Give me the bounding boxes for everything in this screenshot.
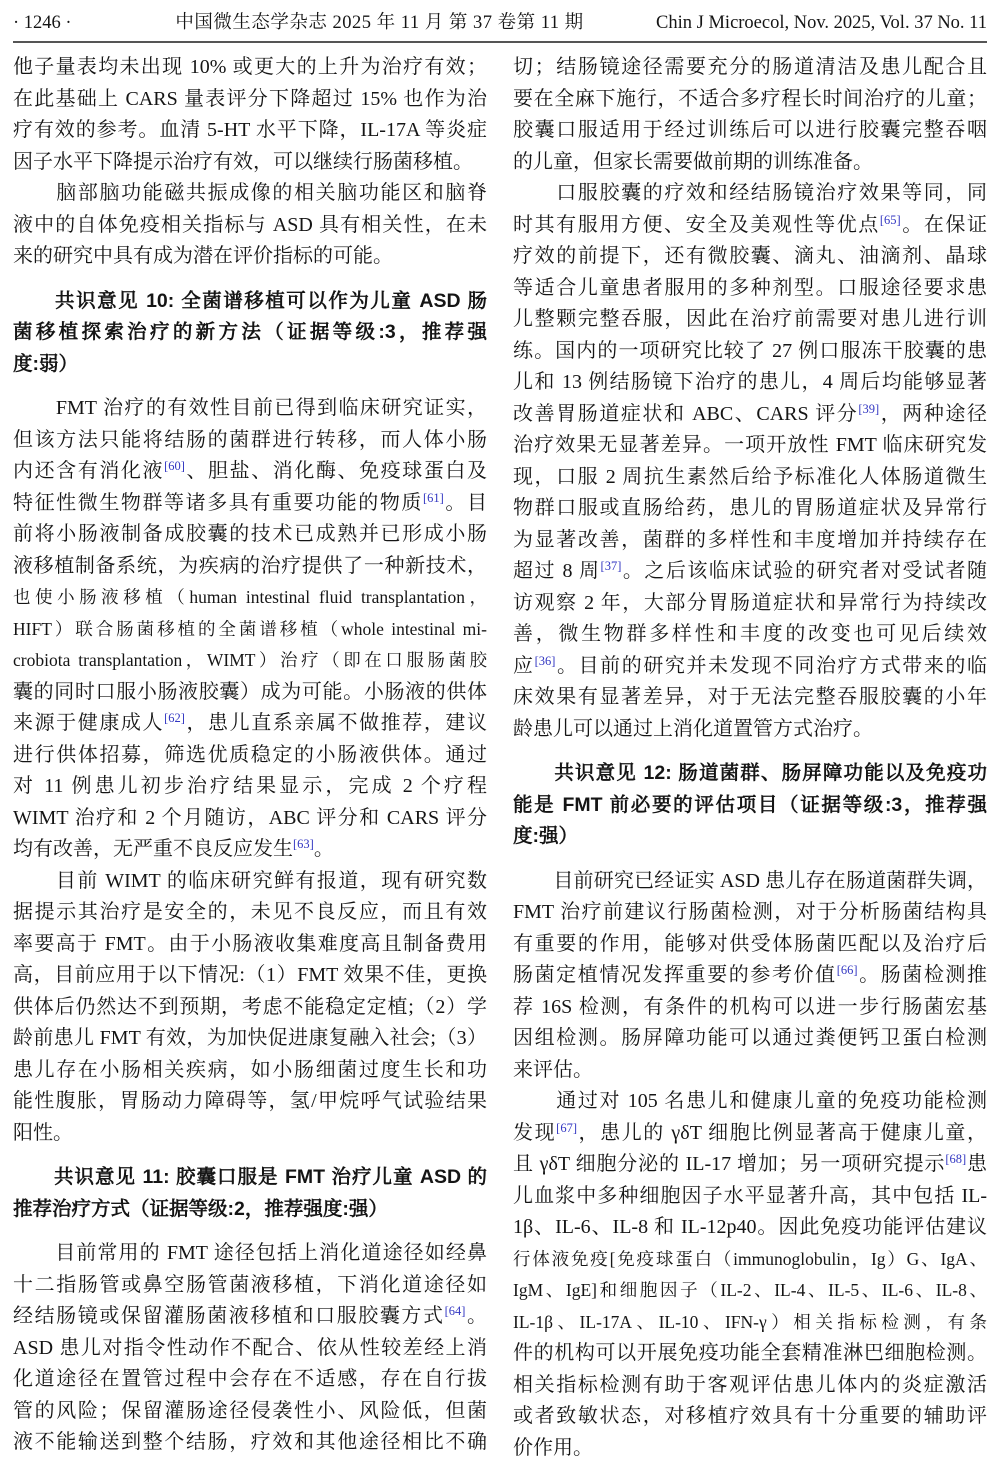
text-line: IgM、IgE]和细胞因子（IL-2、IL-4、IL-5、IL-6、IL-8、 [513,1280,987,1300]
text-line: 共识意见 12: 肠道菌群、肠屏障功能以及免疫功 [513,762,987,784]
journal-title-en: Chin J Microecol, Nov. 2025, Vol. 37 No. 11 [656,13,987,33]
text-line: 发现[67]，患儿的 γδT 细胞比例显著高于健康儿童， [513,1120,987,1144]
text-line: 1β、IL-6、IL-8 和 IL-12p40。因此免疫功能评估建议 [513,1216,987,1238]
page-header [13,8,987,38]
text-line: 肠菌定植情况发挥重要的参考价值[66]。肠菌检测推 [513,963,987,986]
text-line: 率要高于 FMT。由于小肠液收集难度高且制备费用 [13,932,487,955]
text-line: 要在全麻下施行，不适合多疗程长时间治疗的儿童； [513,87,987,110]
text-line: 他子量表均未出现 10% 或更大的上升为治疗有效； [13,56,487,78]
text-line: 时其有服用方便、安全及美观性等优点[65]。在保证 [513,212,987,236]
text-line: 菌移植探索治疗的新方法（证据等级:3，推荐强 [13,321,487,343]
text-line: 价作用。 [513,1436,593,1459]
text-line: 目前常用的 FMT 途径包括上消化道途径如经鼻 [13,1242,487,1264]
reference-superscript: [64] [444,1304,466,1318]
reference-superscript: [68] [945,1152,967,1166]
text-line: 化道途径在置管过程中会存在不适感，存在自行拔 [13,1368,487,1390]
text-line: 且 γδT 细胞分泌的 IL-17 增加；另一项研究提示[68]患 [513,1152,987,1175]
text-line: 等适合儿童患者服用的多种剂型。口服途径要求患 [513,276,987,299]
text-line: 床效果有显著差异，对于无法完整吞服胶囊的小年 [513,686,987,708]
text-line: 对 11 例患儿初步治疗结果显示，完成 2 个疗程 [13,775,487,797]
text-line: 共识意见 11: 胶囊口服是 FMT 治疗儿童 ASD 的 [13,1166,487,1188]
reference-superscript: [36] [534,653,556,668]
column-right [513,52,987,1464]
text-line: 脑部脑功能磁共振成像的相关脑功能区和脑脊 [13,182,487,204]
reference-superscript: [60] [164,459,185,473]
text-line: 龄前患儿 FMT 有效，为加快促进康复融入社会;（3） [13,1027,487,1049]
text-line: 目前 WIMT 的临床研究鲜有报道，现有研究数 [13,869,487,892]
text-line: 善，微生物群多样性和丰度的改变也可见后续效 [513,623,987,645]
text-line: 管的风险；保留灌肠途径侵袭性小、风险低，但菌 [13,1399,487,1422]
text-line: 应[36]。目前的研究并未发现不同治疗方式带来的临 [513,653,987,677]
text-line: 或者致敏状态，对移植疗效具有十分重要的辅助评 [513,1405,987,1427]
text-line: 度:弱） [13,352,78,375]
text-line: 来评估。 [513,1058,593,1081]
text-line: HIFT）联合肠菌移植的全菌谱移植（whole intestinal mi- [13,618,487,639]
text-line: 据提示其治疗是安全的，未见不良反应，而且有效 [13,901,487,923]
text-line: 疗效的前提下，还有微胶囊、滴丸、油滴剂、晶球 [513,245,987,267]
text-line: 通过对 105 名患儿和健康儿童的免疫功能检测 [513,1090,987,1112]
text-line: 儿整颗完整吞服，因此在治疗前需要对患儿进行训 [513,308,987,330]
text-line: 液中的自体免疫相关指标与 ASD 具有相关性，在未 [13,213,487,236]
text-line: 进行供体招募，筛选优质稳定的小肠液供体。通过 [13,743,487,766]
journal-title-cn: 中国微生态学杂志 2025 年 11 月 第 37 卷第 11 期 [175,13,584,33]
column-left [13,52,487,1464]
paragraph [513,178,987,745]
text-line: 儿血浆中多种细胞因子水平显著升高，其中包括 IL- [513,1184,987,1207]
text-line: 超过 8 周[37]。之后该临床试验的研究者对受试者随 [513,559,987,582]
consensus-heading [513,758,987,853]
paragraph [513,1086,987,1464]
text-line: 阳性。 [13,1121,73,1144]
text-line: 高，目前应用于以下情况:（1）FMT 效果不佳，更换 [13,964,487,986]
text-line: 因子水平下降提示治疗有效，可以继续行肠菌移植。 [13,150,473,173]
text-line: 治疗效果无显著差异。一项开放性 FMT 临床研究发 [513,434,987,456]
text-line: FMT 治疗前建议行肠菌检测，对于分析肠菌结构具 [513,901,987,923]
paragraph [513,52,987,178]
text-line: 但该方法只能将结肠的菌群进行转移，而人体小肠 [13,428,487,451]
paragraph [13,1238,487,1459]
text-line: 十二指肠管或鼻空肠管菌液移植，下消化道途径如 [13,1273,487,1296]
text-line: 因组检测。肠屏障功能可以通过粪便钙卫蛋白检测 [513,1027,987,1049]
header-rule [13,41,987,43]
text-line: IL-1β、IL-17A、IL-10、IFN-γ）相关指标检测，有条 [513,1311,987,1332]
text-line: 目前研究已经证实 ASD 患儿存在肠道菌群失调， [513,869,987,892]
text-line: 经结肠镜或保留灌肠菌液移植和口服胶囊方式[64]。 [13,1304,487,1327]
reference-superscript: [66] [836,963,858,977]
text-line: 能性腹胀，胃肠动力障碍等，氢/甲烷呼气试验结果 [13,1090,487,1112]
reference-superscript: [65] [879,212,901,227]
text-line: 共识意见 10: 全菌谱移植可以作为儿童 ASD 肠 [13,289,487,312]
article-body [13,52,987,1464]
text-line: 在此基础上 CARS 量表评分下降超过 15% 也作为治 [13,87,487,110]
text-line: 口服胶囊的疗效和经结肠镜治疗效果等同，同 [513,182,987,204]
text-line: ASD 患儿对指令性动作不配合、依从性较差经上消 [13,1336,487,1359]
text-line: 荐 16S 检测，有条件的机构可以进一步行肠菌宏基 [513,995,987,1018]
text-line: 液移植制备系统，为疾病的治疗提供了一种新技术， [13,554,487,577]
text-line: 推荐治疗方式（证据等级:2，推荐强度:强） [13,1197,388,1220]
consensus-heading [13,1162,487,1225]
text-line: 胶囊口服适用于经过训练后可以进行胶囊完整吞咽 [513,119,987,141]
paragraph [13,52,487,178]
text-line: 度:强） [513,825,578,847]
text-line: WIMT 治疗和 2 个月随访，ABC 评分和 CARS 评分 [13,806,487,829]
text-line: 能是 FMT 前必要的评估项目（证据等级:3，推荐强 [513,793,987,816]
reference-superscript: [63] [293,837,314,851]
text-line: 患儿存在小肠相关疾病，如小肠细菌过度生长和功 [13,1058,487,1081]
text-line: 液不能输送到整个结肠，疗效和其他途径相比不确 [13,1431,487,1453]
text-line: 供体后仍然达不到预期，考虑不能稳定定植;（2）学 [13,995,487,1018]
text-line: 切；结肠镜途径需要充分的肠道清洁及患儿配合且 [513,56,987,78]
reference-superscript: [62] [164,711,185,725]
text-line: 行体液免疫[免疫球蛋白（immunoglobulin，Ig）G、IgA、 [513,1248,987,1269]
paragraph [13,178,487,273]
text-line: FMT 治疗的有效性目前已得到临床研究证实， [13,397,487,419]
paragraph [13,393,487,866]
text-line: 也使小肠液移植（human intestinal fluid transplantation， [13,587,487,607]
text-line: 的儿童，但家长需要做前期的训练准备。 [513,150,873,173]
text-line: 物群口服或直肠给药，患儿的胃肠道症状及异常行 [513,497,987,519]
text-line: crobiota transplantation，WIMT）治疗（即在口服肠菌胶 [13,650,487,670]
paragraph [13,866,487,1150]
text-line: 儿和 13 例结肠镜下治疗的患儿，4 周后均能够显著 [513,371,987,393]
text-line: 囊的同时口服小肠液胶囊）成为可能。小肠液的供体 [13,680,487,703]
reference-superscript: [67] [556,1120,577,1135]
text-line: 特征性微生物群等诸多具有重要功能的物质[61]。目 [13,490,487,514]
text-line: 为显著改善，菌群的多样性和丰度增加并持续存在 [513,528,987,551]
text-line: 内还含有消化液[60]、胆盐、消化酶、免疫球蛋白及 [13,459,487,482]
text-line: 来源于健康成人[62]，患儿直系亲属不做推荐，建议 [13,711,487,734]
consensus-heading [13,286,487,381]
reference-superscript: [61] [423,490,444,505]
text-line: 相关指标检测有助于客观评估患儿体内的炎症激活 [513,1373,987,1396]
paragraph [513,866,987,1087]
text-line: 龄患儿可以通过上消化道置管方式治疗。 [513,717,873,740]
text-line: 有重要的作用，能够对供受体肠菌匹配以及治疗后 [513,932,987,955]
page-number: · 1246 · [13,13,72,33]
text-line: 改善胃肠道症状和 ABC、CARS 评分[39]，两种途径 [513,401,987,425]
text-line: 均有改善，无严重不良反应发生[63]。 [13,837,334,860]
text-line: 件的机构可以开展免疫功能全套精准淋巴细胞检测。 [513,1342,987,1364]
text-line: 疗有效的参考。血清 5-HT 水平下降，IL-17A 等炎症 [13,119,487,141]
text-line: 现，口服 2 周抗生素然后给予标准化人体肠道微生 [513,465,987,488]
text-line: 练。国内的一项研究比较了 27 例口服冻干胶囊的患 [513,339,987,362]
text-line: 访观察 2 年，大部分胃肠道症状和异常行为持续改 [513,591,987,614]
reference-superscript: [37] [600,559,622,573]
text-line: 来的研究中具有成为潜在评价指标的可能。 [13,245,393,267]
text-line: 前将小肠液制备成胶囊的技术已成熟并已形成小肠 [13,523,487,545]
reference-superscript: [39] [858,401,880,416]
